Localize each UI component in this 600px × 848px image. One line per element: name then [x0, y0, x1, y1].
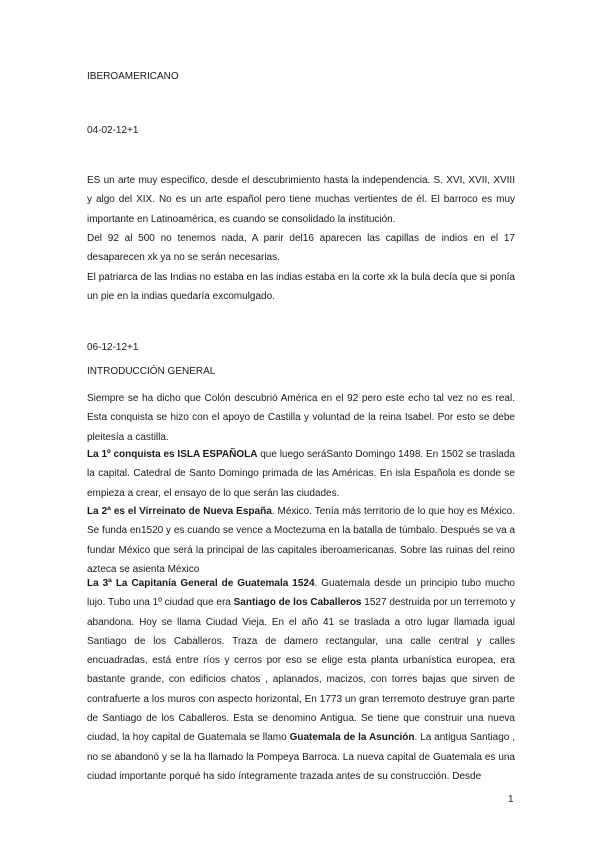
paragraph-6 [87, 502, 515, 579]
paragraph-7-text-c: . La antigua Santiago , no se abandonó y se la ha llamado la Pompeya Barroca. La nueva capital de Guatemala es una ciudad importante porqué ha sido íntegramente trazada antes de su construcción. Desde [87, 732, 515, 782]
paragraph-7-bold-3: Guatemala de la Asunción [289, 732, 415, 744]
paragraph-5 [87, 445, 515, 503]
paragraph-4: Siempre se ha dicho que Colón descubrió América en el 92 pero este echo tal vez no es real. Esta conquista se hizo con el apoyo de Castilla y voluntad de la reina Isabel. Por esto se debe pleitesía a castilla. [87, 393, 515, 443]
paragraph-2: Del 92 al 500 no tenemos nada, A parir del16 aparecen las capillas de indios en el 17 desaparecen xk ya no se serán necesarias. [87, 233, 515, 264]
paragraph-1: ES un arte muy especifico, desde el descubrimiento hasta la independencia. S. XVI, XVII, XVIII y algo del XIX. No es un arte español pero tiene muchas vertientes de él. El barroco es muy importante en Latinoamérica, es cuando se consolidado la institución. [87, 175, 515, 225]
document-title: IBEROAMERICANO [87, 71, 179, 82]
paragraph-7 [87, 574, 515, 786]
paragraph-3: El patriarca de las Indias no estaba en las indias estaba en la corte xk la bula decía que si ponía un pie en la indias quedaría excomulgado. [87, 272, 515, 303]
date-heading-2: 06-12-12+1 [87, 342, 139, 353]
paragraph-7-text-a: . Guatemala desde un principio tubo mucho lujo. Tubo una 1º ciudad que era [87, 578, 515, 609]
date-heading-1: 04-02-12+1 [87, 125, 139, 136]
paragraph-6-bold: La 2ª es el Virreinato de Nueva España [87, 506, 272, 517]
section-title: INTRODUCCIÓN GENERAL [87, 366, 216, 377]
paragraph-6-text: . México. Tenía más territorio de lo que hoy es México. Se funda en1520 y es cuando se vence a Moctezuma en la batalla de túmbalo. Después se va a fundar México que será la principal de las capitales iberoamericanas. Sobre las ruinas del reino azteca se asienta México [87, 506, 516, 575]
paragraph-7-bold-1: La 3ª La Capitanía General de Guatemala 1524 [87, 578, 315, 589]
page-number: 1 [508, 794, 514, 805]
paragraph-5-text: que luego seráSanto Domingo 1498. En 1502 se traslada la capital. Catedral de Santo Domingo primada de las Américas. En isla Española es donde se empieza a crear, el ensayo de lo que serán las ciudades. [87, 449, 515, 499]
paragraph-7-text-b: 1527 destruida por un terremoto y abandona. Hoy se llama Ciudad Vieja. En el año 41 se traslada a otro lugar llamada igual Santiago de los Caballeros. Traza de damero rectangular, una calle central y calles encuadradas, está entre ríos y cerros por eso se elige esta planta urbanística europea, era bastante grande, con edificios chatos , aplanados, macizos, con torres bajas que sirven de contrafuerte a los muros con aspecto horizontal, En 1773 un gran terremoto destruye gran parte de Santiago de los Caballeros. Esta se denomino Antigua. Se tiene que construir una nueva ciudad, la hoy capital de Guatemala se llamo [87, 597, 515, 744]
paragraph-5-bold: La 1º conquista es ISLA ESPAÑOLA [87, 449, 258, 460]
paragraph-7-bold-2: Santiago de los Caballeros [233, 597, 362, 609]
